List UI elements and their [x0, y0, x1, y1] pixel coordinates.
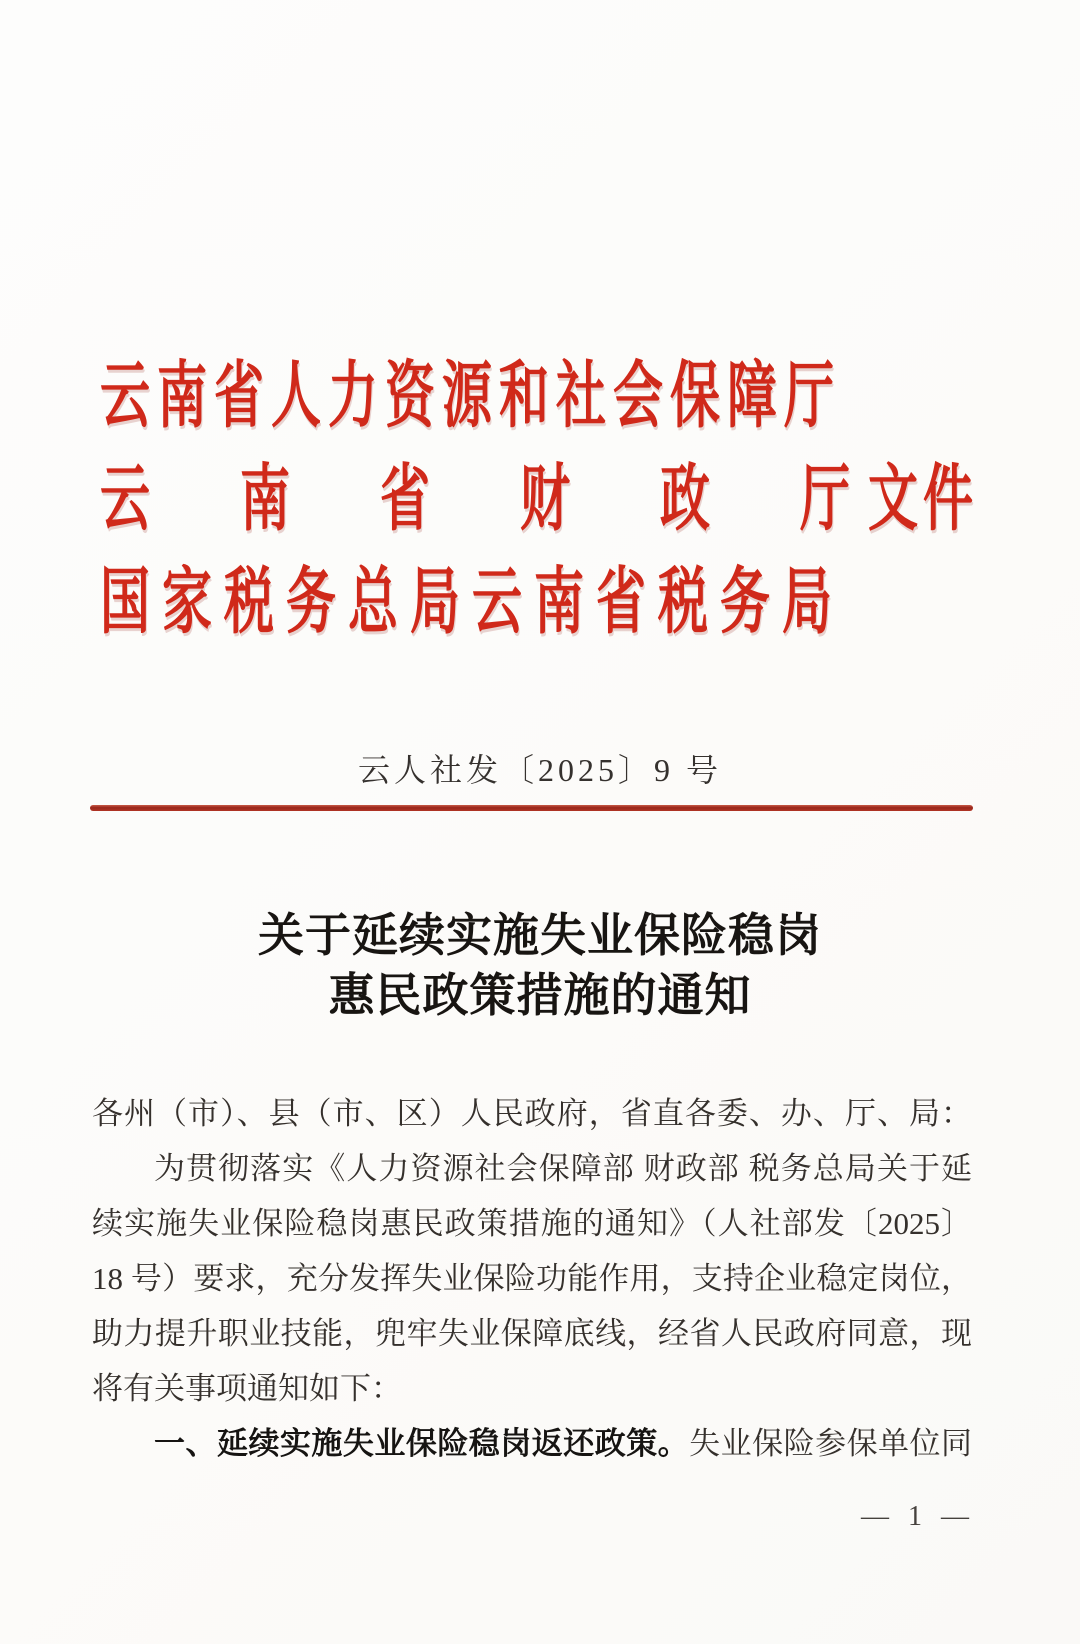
agency-char: 财 [520, 457, 570, 540]
document-title-line-1: 关于延续实施失业保险稳岗 [258, 910, 822, 961]
agency-char: 政 [660, 457, 710, 540]
agency-char: 省 [380, 457, 430, 540]
document-title-line-2: 惠民政策措施的通知 [328, 970, 752, 1021]
issuing-agency-line-2 [100, 447, 1080, 550]
document-title [0, 906, 1080, 1026]
agency-name-tax: 国家税务总局云南省税务局 [100, 560, 844, 643]
document-letterhead [0, 0, 1080, 653]
issuing-agency-line-3 [100, 550, 1080, 653]
document-body [92, 1086, 972, 1471]
agency-name-hrss: 云南省人力资源和社会保障厅 [100, 354, 841, 437]
red-divider-line [90, 805, 973, 811]
body-line: 续实施失业保险稳岗惠民政策措施的通知》（人社部发〔2025〕 [92, 1206, 972, 1241]
agency-char: 云 [100, 457, 150, 540]
bold-clause: 一、延续实施失业保险稳岗返还政策。 [154, 1426, 690, 1461]
agency-char: 南 [240, 457, 290, 540]
document-number: 云人社发〔2025〕9 号 [357, 752, 722, 788]
page-number: — 1 — [861, 1501, 975, 1532]
agency-name-finance [100, 457, 850, 540]
body-line: 将有关事项通知如下： [92, 1371, 402, 1406]
body-line: 助力提升职业技能，兜牢失业保障底线，经省人民政府同意，现 [92, 1316, 972, 1351]
body-line: 各州（市）、县（市、区）人民政府，省直各委、办、厅、局： [92, 1096, 972, 1131]
agency-char: 厅 [800, 457, 850, 540]
issuing-agency-line-1 [100, 344, 1080, 447]
body-line: 一、延续实施失业保险稳岗返还政策。失业保险参保单位同 [154, 1426, 973, 1461]
body-line: 18 号）要求，充分发挥失业保险功能作用，支持企业稳定岗位， [92, 1261, 972, 1296]
document-word-label: 文件 [868, 457, 978, 540]
agency-line-2-wrap [100, 457, 978, 540]
body-line: 为贯彻落实《人力资源社会保障部 财政部 税务总局关于延 [154, 1151, 972, 1186]
